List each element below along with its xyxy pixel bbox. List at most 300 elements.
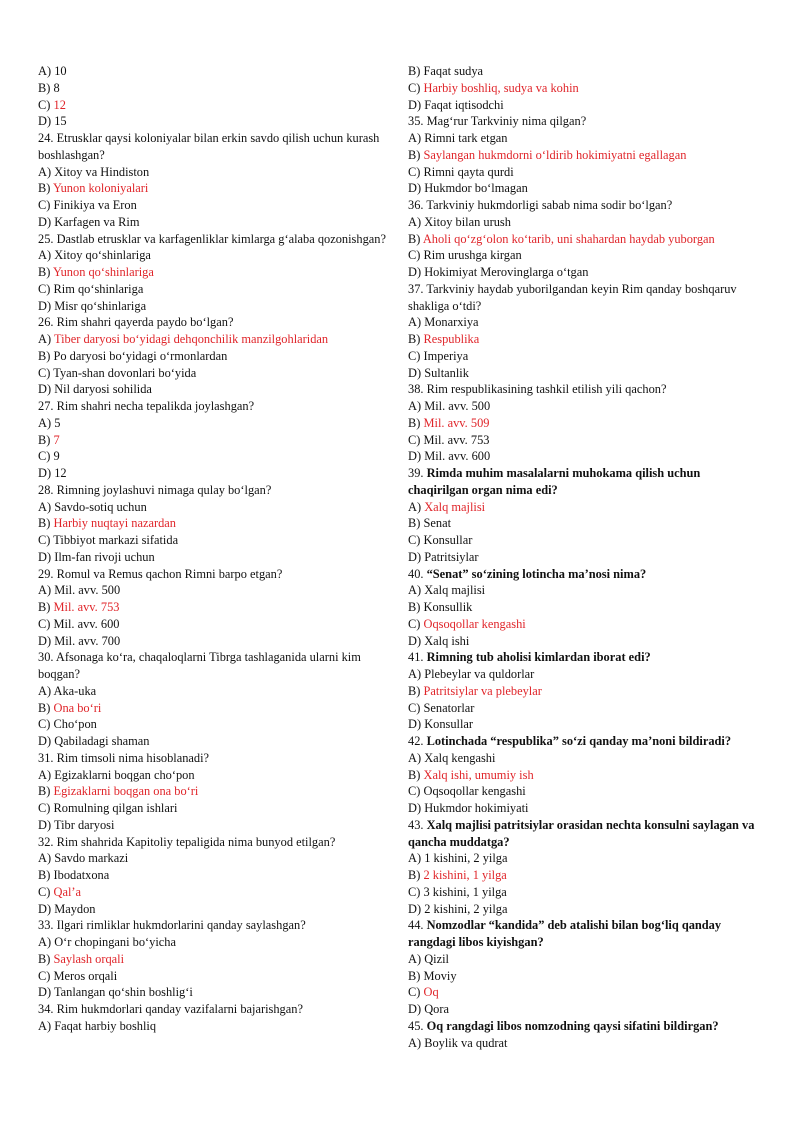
correct-answer-text: Yunon qo‘shinlariga <box>53 265 154 279</box>
answer-option <box>408 1035 760 1052</box>
answer-option <box>408 800 760 817</box>
option-text: Faqat sudya <box>423 64 484 78</box>
option-text: Hukmdor bo‘lmagan <box>424 181 528 196</box>
option-letter: C) <box>38 533 54 547</box>
correct-answer-text: Yunon koloniyalari <box>53 181 149 196</box>
correct-answer-text: Ona bo‘ri <box>53 700 102 715</box>
question-text: “Senat” so‘zining lotincha ma’nosi nima? <box>426 566 647 581</box>
option-text: Xalq ishi <box>424 633 470 648</box>
option-letter: C) <box>408 985 424 1000</box>
question-text: Oq rangdagi libos nomzodning qaysi sifatini bildirgan? <box>426 1018 719 1033</box>
option-letter: A) <box>408 399 425 413</box>
answer-option <box>408 231 760 248</box>
option-letter: D) <box>38 114 55 129</box>
option-letter: A) <box>408 131 425 145</box>
option-letter: A) <box>38 683 54 698</box>
question-text: Lotinchada “respublika” so‘zi qanday ma’noni bildiradi? <box>426 734 732 748</box>
correct-answer-text: Aholi qo‘zg‘olon ko‘tarib, uni shahardan haydab yuborgan <box>422 231 715 246</box>
answer-option <box>38 264 390 281</box>
option-letter: C) <box>38 198 54 212</box>
answer-option <box>408 700 760 717</box>
option-letter: A) <box>38 583 55 598</box>
answer-option <box>408 432 760 449</box>
question-line <box>408 113 760 130</box>
answer-option <box>38 633 390 650</box>
option-text: Xalq kengashi <box>424 750 496 765</box>
answer-option <box>38 951 390 968</box>
option-text: 8 <box>53 80 60 95</box>
answer-option <box>38 499 390 516</box>
answer-option <box>408 767 760 784</box>
answer-option <box>408 867 760 884</box>
answer-option <box>38 113 390 130</box>
option-letter: D) <box>38 817 54 832</box>
question-number: 45. <box>408 1018 427 1033</box>
question-line <box>408 817 760 851</box>
answer-option <box>408 984 760 1001</box>
option-text: Mil. avv. 500 <box>424 399 491 413</box>
option-letter: C) <box>38 968 54 983</box>
question-number: 40. <box>408 566 427 581</box>
option-letter: C) <box>408 784 424 799</box>
correct-answer-text: Harbiy boshliq, sudya va kohin <box>423 80 579 95</box>
option-letter: D) <box>38 734 55 748</box>
option-letter: C) <box>408 348 424 363</box>
option-letter: A) <box>38 499 55 514</box>
correct-answer-text: Oq <box>423 985 439 1000</box>
option-text: Tanlangan qo‘shin boshlig‘i <box>53 985 193 1000</box>
option-letter: C) <box>408 616 424 631</box>
option-letter: A) <box>408 851 425 866</box>
option-letter: C) <box>408 700 424 715</box>
question-line <box>38 314 390 331</box>
question-number: 41. <box>408 650 427 665</box>
option-letter: B) <box>408 868 424 882</box>
option-letter: C) <box>38 449 54 464</box>
question-line <box>38 834 390 851</box>
option-letter: D) <box>38 466 55 480</box>
answer-option <box>408 97 760 114</box>
option-letter: D) <box>408 181 425 196</box>
option-letter: B) <box>408 516 424 531</box>
option-letter: D) <box>38 214 55 229</box>
answer-option <box>408 130 760 147</box>
answer-option <box>408 247 760 264</box>
answer-option <box>408 365 760 382</box>
option-letter: D) <box>408 365 425 380</box>
option-letter: B) <box>38 700 54 715</box>
correct-answer-text: Respublika <box>423 332 480 346</box>
answer-option <box>38 63 390 80</box>
option-text: Tyan-shan dovonlari bo‘yida <box>53 365 197 380</box>
question-number: 37. <box>408 281 427 296</box>
correct-answer-text: 7 <box>53 432 60 447</box>
option-text: Mil. avv. 500 <box>54 583 121 598</box>
question-number: 32. <box>38 834 57 849</box>
option-letter: D) <box>38 901 55 916</box>
option-letter: B) <box>38 265 54 279</box>
option-text: Aka-uka <box>53 683 97 698</box>
question-line <box>408 1018 760 1035</box>
option-text: Tibr daryosi <box>53 817 115 832</box>
option-letter: D) <box>38 985 54 1000</box>
question-line <box>408 465 760 499</box>
answer-option <box>38 348 390 365</box>
question-text: Rim timsoli nima hisoblanadi? <box>56 750 210 765</box>
answer-option <box>38 901 390 918</box>
option-text: 5 <box>54 415 61 430</box>
question-text: Xalq majlisi patritsiylar orasidan nechta konsulni saylagan va qancha muddatga? <box>408 817 755 849</box>
answer-option <box>408 549 760 566</box>
correct-answer-text: Xalq majlisi <box>424 499 486 514</box>
answer-option <box>38 716 390 733</box>
answer-option <box>38 1018 390 1035</box>
question-text: Dastlab etrusklar va karfagenliklar kimlarga g‘alaba qozonishgan? <box>56 231 386 246</box>
option-letter: D) <box>408 549 425 564</box>
option-letter: A) <box>408 667 425 681</box>
option-text: Mil. avv. 700 <box>54 633 121 648</box>
answer-option <box>408 750 760 767</box>
answer-option <box>408 63 760 80</box>
option-letter: D) <box>38 549 55 564</box>
option-letter: A) <box>408 583 425 598</box>
option-text: Rimni qayta qurdi <box>423 164 514 179</box>
answer-option <box>408 532 760 549</box>
option-letter: B) <box>408 683 424 698</box>
answer-option <box>408 582 760 599</box>
answer-option <box>38 800 390 817</box>
option-letter: D) <box>408 97 425 112</box>
option-text: 15 <box>54 114 67 129</box>
option-letter: B) <box>408 415 424 430</box>
option-text: Plebeylar va quldorlar <box>424 667 535 681</box>
option-text: Romulning qilgan ishlari <box>53 801 178 815</box>
option-text: Qabiladagi shaman <box>54 734 150 748</box>
answer-option <box>38 968 390 985</box>
answer-option <box>38 465 390 482</box>
answer-option <box>408 633 760 650</box>
option-text: Finikiya va Eron <box>53 198 137 212</box>
option-letter: A) <box>408 1035 425 1050</box>
question-number: 29. <box>38 566 57 581</box>
option-letter: B) <box>38 951 54 966</box>
answer-option <box>408 783 760 800</box>
answer-option <box>408 448 760 465</box>
question-text: Tarkviniy haydab yuborilgandan keyin Rim qanday boshqaruv shakliga o‘tdi? <box>408 281 737 313</box>
option-letter: C) <box>408 164 424 179</box>
option-text: Rim urushga kirgan <box>423 248 522 263</box>
answer-option <box>408 901 760 918</box>
answer-option <box>408 398 760 415</box>
answer-option <box>38 381 390 398</box>
question-number: 36. <box>408 198 427 212</box>
option-text: Moviy <box>423 968 457 983</box>
answer-option <box>408 164 760 181</box>
option-text: Monarxiya <box>424 315 479 330</box>
question-number: 44. <box>408 918 427 933</box>
option-letter: D) <box>408 801 425 815</box>
option-letter: C) <box>408 884 424 899</box>
answer-option <box>38 700 390 717</box>
option-letter: C) <box>38 717 54 732</box>
option-text: Savdo-sotiq uchun <box>54 499 147 514</box>
option-text: Mil. avv. 600 <box>424 449 491 464</box>
answer-option <box>408 1001 760 1018</box>
question-text: Etrusklar qaysi koloniyalar bilan erkin savdo qilish uchun kurash boshlashgan? <box>38 131 380 162</box>
option-text: 10 <box>54 64 67 78</box>
answer-option <box>38 415 390 432</box>
option-letter: B) <box>408 968 424 983</box>
option-letter: B) <box>38 348 54 363</box>
option-text: 9 <box>53 449 60 464</box>
answer-option <box>408 850 760 867</box>
answer-option <box>408 264 760 281</box>
option-text: Faqat harbiy boshliq <box>54 1018 157 1033</box>
answer-option <box>38 984 390 1001</box>
option-text: Senatorlar <box>423 700 475 715</box>
correct-answer-text: Patritsiylar va plebeylar <box>423 683 542 698</box>
option-letter: A) <box>38 851 55 866</box>
answer-option <box>38 817 390 834</box>
option-text: Egizaklarni boqgan cho‘pon <box>54 767 195 782</box>
answer-option <box>38 783 390 800</box>
option-text: Qizil <box>424 951 449 966</box>
option-text: Ilm-fan rivoji uchun <box>54 549 155 564</box>
option-letter: B) <box>408 147 424 162</box>
question-number: 33. <box>38 918 57 933</box>
question-number: 43. <box>408 817 427 832</box>
answer-option <box>38 515 390 532</box>
question-text: Tarkviniy hukmdorligi sabab nima sodir bo‘lgan? <box>426 198 673 212</box>
option-letter: C) <box>38 801 54 815</box>
question-line <box>38 130 390 164</box>
option-letter: A) <box>38 248 55 263</box>
answer-option <box>38 599 390 616</box>
option-letter: A) <box>408 499 425 514</box>
option-letter: D) <box>408 633 425 648</box>
option-text: Po daryosi bo‘yidagi o‘rmonlardan <box>53 348 228 363</box>
option-text: 2 kishini, 2 yilga <box>424 901 508 916</box>
correct-answer-text: Saylangan hukmdorni o‘ldirib hokimiyatni egallagan <box>423 147 687 162</box>
option-text: Boylik va qudrat <box>424 1035 508 1050</box>
question-text: Rimning tub aholisi kimlardan iborat edi? <box>426 650 651 665</box>
question-line <box>38 649 390 683</box>
answer-option <box>38 247 390 264</box>
question-text: Rim respublikasining tashkil etilish yili qachon? <box>426 382 667 397</box>
option-letter: A) <box>38 935 55 949</box>
option-letter: D) <box>408 265 425 279</box>
option-letter: A) <box>38 1018 55 1033</box>
question-text: Romul va Remus qachon Rimni barpo etgan? <box>56 566 283 581</box>
question-line <box>408 381 760 398</box>
question-line <box>408 281 760 315</box>
option-text: Mil. avv. 600 <box>53 616 120 631</box>
question-number: 27. <box>38 399 57 413</box>
question-line <box>38 917 390 934</box>
option-letter: A) <box>408 750 425 765</box>
option-letter: C) <box>38 281 54 296</box>
option-letter: C) <box>38 97 54 112</box>
correct-answer-text: 2 kishini, 1 yilga <box>423 868 507 882</box>
option-text: Senat <box>423 516 452 531</box>
question-text: Rim shahri qayerda paydo bo‘lgan? <box>56 315 234 330</box>
answer-option <box>38 197 390 214</box>
question-number: 31. <box>38 750 57 765</box>
answer-option <box>38 432 390 449</box>
answer-option <box>408 80 760 97</box>
option-text: Cho‘pon <box>53 717 97 732</box>
answer-option <box>408 716 760 733</box>
option-letter: C) <box>408 432 424 447</box>
option-text: Qora <box>424 1002 449 1016</box>
answer-option <box>38 448 390 465</box>
option-text: Xitoy bilan urush <box>424 214 511 229</box>
correct-answer-text: Mil. avv. 753 <box>53 600 120 614</box>
question-text: Nomzodlar “kandida” deb atalishi bilan bog‘liq qanday rangdagi libos kiyishgan? <box>408 918 722 949</box>
answer-option <box>408 683 760 700</box>
answer-option <box>408 415 760 432</box>
answer-option <box>38 365 390 382</box>
question-number: 39. <box>408 466 427 480</box>
question-line <box>408 917 760 951</box>
answer-option <box>38 331 390 348</box>
question-text: Rimda muhim masalalarni muhokama qilish uchun chaqirilgan organ nima edi? <box>408 466 701 497</box>
answer-option <box>38 884 390 901</box>
question-text: Ilgari rimliklar hukmdorlarini qanday saylashgan? <box>56 918 306 933</box>
option-text: O‘r chopingani bo‘yicha <box>54 935 176 949</box>
option-text: Konsullar <box>424 717 474 732</box>
answer-option <box>38 214 390 231</box>
question-line <box>408 733 760 750</box>
option-text: 3 kishini, 1 yilga <box>423 884 507 899</box>
answer-option <box>408 348 760 365</box>
option-letter: D) <box>38 633 55 648</box>
option-letter: B) <box>408 231 423 246</box>
answer-option <box>38 934 390 951</box>
option-text: Konsullar <box>423 533 473 547</box>
option-text: Ibodatxona <box>53 868 110 882</box>
option-letter: D) <box>38 382 55 397</box>
option-text: Karfagen va Rim <box>54 214 140 229</box>
correct-answer-text: 12 <box>53 97 66 112</box>
option-letter: A) <box>38 415 55 430</box>
question-text: Mag‘rur Tarkviniy nima qilgan? <box>426 114 587 129</box>
answer-option <box>38 532 390 549</box>
answer-option <box>408 147 760 164</box>
option-text: Tibbiyot markazi sifatida <box>53 533 179 547</box>
option-letter: B) <box>408 767 424 782</box>
option-letter: B) <box>408 600 424 614</box>
option-letter: B) <box>38 600 54 614</box>
option-letter: C) <box>408 248 424 263</box>
option-letter: B) <box>38 432 54 447</box>
left-column <box>38 63 390 1035</box>
option-text: Rim qo‘shinlariga <box>53 281 144 296</box>
option-text: Konsullik <box>423 600 473 614</box>
question-line <box>408 566 760 583</box>
right-column <box>408 63 760 1051</box>
option-letter: A) <box>38 64 55 78</box>
answer-option <box>408 499 760 516</box>
answer-option <box>38 683 390 700</box>
answer-option <box>408 314 760 331</box>
option-text: Oqsoqollar kengashi <box>423 784 526 799</box>
option-text: Sultanlik <box>424 365 469 380</box>
question-number: 26. <box>38 315 57 330</box>
correct-answer-text: Qal’a <box>53 884 82 899</box>
answer-option <box>38 850 390 867</box>
option-letter: D) <box>408 901 425 916</box>
option-text: Faqat iqtisodchi <box>424 97 504 112</box>
option-letter: B) <box>408 332 424 346</box>
answer-option <box>38 298 390 315</box>
question-line <box>38 566 390 583</box>
answer-option <box>38 180 390 197</box>
option-text: Xitoy va Hindiston <box>54 164 150 179</box>
option-text: Xalq majlisi <box>424 583 486 598</box>
option-text: Xitoy qo‘shinlariga <box>54 248 151 263</box>
question-line <box>38 750 390 767</box>
correct-answer-text: Harbiy nuqtayi nazardan <box>53 516 176 531</box>
option-letter: B) <box>408 64 424 78</box>
question-number: 38. <box>408 382 427 397</box>
option-letter: C) <box>38 365 54 380</box>
option-letter: B) <box>38 516 54 531</box>
option-letter: D) <box>408 449 425 464</box>
option-letter: A) <box>408 315 425 330</box>
option-text: 12 <box>54 466 67 480</box>
answer-option <box>38 281 390 298</box>
answer-option <box>408 515 760 532</box>
option-text: 1 kishini, 2 yilga <box>424 851 508 866</box>
answer-option <box>38 616 390 633</box>
answer-option <box>408 616 760 633</box>
answer-option <box>38 767 390 784</box>
answer-option <box>408 951 760 968</box>
question-text: Afsonaga ko‘ra, chaqaloqlarni Tibrga tashlaganida ularni kim boqgan? <box>38 650 361 681</box>
question-number: 35. <box>408 114 427 129</box>
question-line <box>408 197 760 214</box>
question-number: 42. <box>408 734 427 748</box>
answer-option <box>408 214 760 231</box>
question-number: 25. <box>38 231 57 246</box>
question-text: Rim shahri necha tepalikda joylashgan? <box>56 399 255 413</box>
option-letter: D) <box>38 298 55 313</box>
answer-option <box>408 180 760 197</box>
option-text: Patritsiylar <box>424 549 479 564</box>
answer-option <box>408 599 760 616</box>
option-text: Savdo markazi <box>54 851 129 866</box>
option-letter: A) <box>38 332 54 346</box>
option-text: Meros orqali <box>53 968 118 983</box>
question-text: Rim hukmdorlari qanday vazifalarni bajarishgan? <box>56 1002 303 1016</box>
option-letter: A) <box>38 767 55 782</box>
answer-option <box>408 884 760 901</box>
question-line <box>38 1001 390 1018</box>
answer-option <box>38 582 390 599</box>
correct-answer-text: Tiber daryosi bo‘yidagi dehqonchilik manzilgohlaridan <box>53 332 329 346</box>
option-text: Mil. avv. 753 <box>423 432 490 447</box>
option-text: Misr qo‘shinlariga <box>54 298 147 313</box>
option-letter: A) <box>408 214 425 229</box>
option-letter: C) <box>38 884 54 899</box>
option-text: Maydon <box>54 901 96 916</box>
option-letter: A) <box>38 164 55 179</box>
answer-option <box>38 733 390 750</box>
answer-option <box>38 549 390 566</box>
option-text: Rimni tark etgan <box>424 131 508 145</box>
answer-option <box>38 97 390 114</box>
